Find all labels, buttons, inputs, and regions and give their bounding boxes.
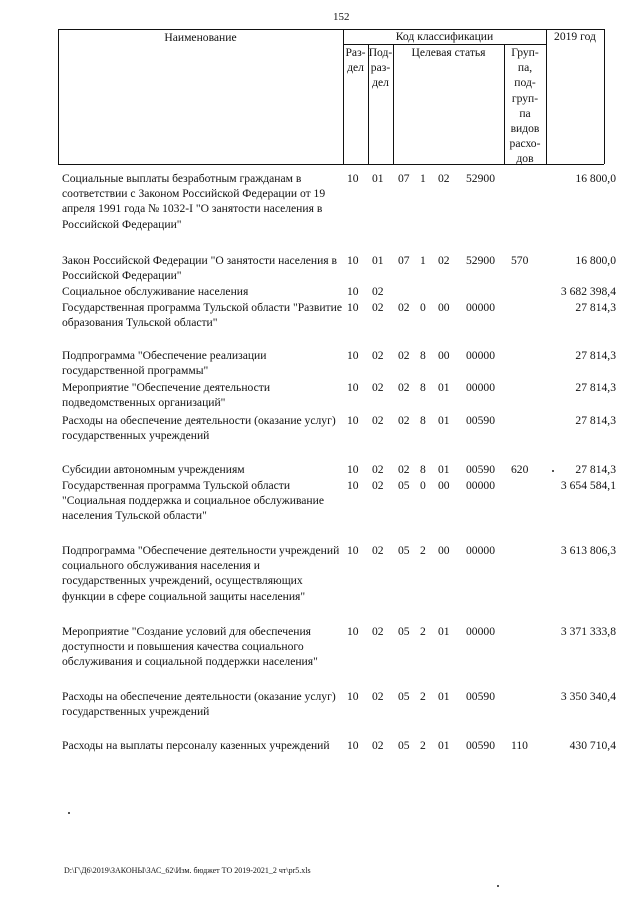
row-target-3: 01 [438, 381, 450, 394]
row-razdel: 10 [347, 479, 359, 492]
row-name: Подпрограмма "Обеспечение деятельности учреждений социального обслуживания населения и государственных учреждений, осуществляющих функции в сфере социальной защиты населения" [62, 544, 340, 603]
row-razdel: 10 [347, 172, 359, 185]
scan-speck [552, 470, 554, 472]
page-number: 152 [333, 11, 350, 23]
header-code: Код классификации [395, 30, 494, 43]
row-amount: 27 814,3 [575, 301, 616, 314]
row-group: 620 [511, 463, 529, 476]
row-razdel: 10 [347, 625, 359, 638]
row-target-2: 8 [420, 349, 426, 362]
row-target-3: 01 [438, 414, 450, 427]
row-amount: 430 710,4 [569, 739, 616, 752]
row-target-4: 00590 [466, 463, 495, 476]
row-target-4: 52900 [466, 172, 495, 185]
row-target-3: 02 [438, 172, 450, 185]
row-target-1: 07 [398, 254, 410, 267]
row-name: Подпрограмма "Обеспечение реализации государственной программы" [62, 349, 267, 378]
row-name: Расходы на обеспечение деятельности (оказание услуг) государственных учреждений [62, 414, 336, 443]
row-name: Субсидии автономным учреждениям [62, 463, 245, 476]
header-target: Целевая статья [411, 46, 486, 59]
row-name: Государственная программа Тульской области "Социальная поддержка и социальное обслуживание населения Тульской области" [62, 479, 324, 523]
row-razdel: 10 [347, 690, 359, 703]
row-target-4: 00000 [466, 349, 495, 362]
row-target-1: 05 [398, 739, 410, 752]
row-amount: 16 800,0 [575, 172, 616, 185]
row-target-3: 02 [438, 254, 450, 267]
row-name: Расходы на обеспечение деятельности (оказание услуг) государственных учреждений [62, 690, 336, 719]
row-name: Социальное обслуживание населения [62, 285, 249, 298]
row-razdel: 10 [347, 349, 359, 362]
row-podrazdel: 02 [372, 285, 384, 298]
row-target-2: 0 [420, 479, 426, 492]
row-target-3: 00 [438, 544, 450, 557]
row-target-4: 00590 [466, 414, 495, 427]
row-amount: 27 814,3 [575, 349, 616, 362]
row-podrazdel: 02 [372, 544, 384, 557]
row-target-3: 01 [438, 625, 450, 638]
row-target-3: 01 [438, 463, 450, 476]
row-target-2: 8 [420, 381, 426, 394]
row-target-4: 00000 [466, 625, 495, 638]
row-target-1: 02 [398, 414, 410, 427]
row-target-1: 02 [398, 349, 410, 362]
row-amount: 3 682 398,4 [560, 285, 616, 298]
row-target-2: 8 [420, 463, 426, 476]
row-podrazdel: 01 [372, 254, 384, 267]
row-podrazdel: 02 [372, 301, 384, 314]
row-podrazdel: 02 [372, 690, 384, 703]
row-razdel: 10 [347, 301, 359, 314]
row-podrazdel: 02 [372, 381, 384, 394]
row-target-3: 01 [438, 739, 450, 752]
row-name: Расходы на выплаты персоналу казенных учреждений [62, 739, 330, 752]
row-target-3: 01 [438, 690, 450, 703]
row-podrazdel: 01 [372, 172, 384, 185]
row-target-3: 00 [438, 301, 450, 314]
row-target-2: 8 [420, 414, 426, 427]
row-podrazdel: 02 [372, 739, 384, 752]
row-target-2: 2 [420, 739, 426, 752]
row-target-4: 00000 [466, 544, 495, 557]
row-group: 570 [511, 254, 529, 267]
footer-file-path: D:\Г\Д6\2019\ЗАКОНЫ\ЗАС_62\Изм. бюджет ТО 2019-2021_2 чт\pr5.xls [64, 866, 311, 875]
row-target-2: 2 [420, 690, 426, 703]
row-amount: 3 613 806,3 [560, 544, 616, 557]
row-target-1: 05 [398, 544, 410, 557]
row-amount: 3 654 584,1 [560, 479, 616, 492]
row-amount: 3 371 333,8 [560, 625, 616, 638]
row-podrazdel: 02 [372, 349, 384, 362]
row-name: Мероприятие "Обеспечение деятельности подведомственных организаций" [62, 381, 271, 410]
row-razdel: 10 [347, 254, 359, 267]
row-name: Социальные выплаты безработным гражданам в соответствии с Законом Российской Федерации от 19 апреля 1991 года № 1032-I "О занятости населения в Российской Федерации" [62, 172, 326, 231]
row-target-1: 05 [398, 690, 410, 703]
row-razdel: 10 [347, 414, 359, 427]
row-amount: 27 814,3 [575, 414, 616, 427]
header-group: Груп- па, под- груп- па видов расхо- дов [509, 46, 541, 166]
row-razdel: 10 [347, 544, 359, 557]
row-podrazdel: 02 [372, 414, 384, 427]
row-target-3: 00 [438, 349, 450, 362]
row-amount: 3 350 340,4 [560, 690, 616, 703]
row-target-4: 52900 [466, 254, 495, 267]
row-razdel: 10 [347, 285, 359, 298]
row-target-4: 00000 [466, 479, 495, 492]
row-target-2: 1 [420, 172, 426, 185]
row-target-4: 00000 [466, 301, 495, 314]
row-name: Мероприятие "Создание условий для обеспечения доступности и повышения качества социального обслуживания и социальной поддержки населения" [62, 625, 318, 669]
row-name: Государственная программа Тульской области "Развитие образования Тульской области" [62, 301, 342, 330]
row-amount: 16 800,0 [575, 254, 616, 267]
row-target-2: 2 [420, 625, 426, 638]
header-razdel: Раз- дел [345, 46, 366, 75]
row-amount: 27 814,3 [575, 381, 616, 394]
row-podrazdel: 02 [372, 479, 384, 492]
row-amount: 27 814,3 [575, 463, 616, 476]
row-target-4: 00590 [466, 690, 495, 703]
row-razdel: 10 [347, 739, 359, 752]
scan-speck [497, 885, 499, 887]
row-target-2: 1 [420, 254, 426, 267]
row-razdel: 10 [347, 381, 359, 394]
row-target-2: 2 [420, 544, 426, 557]
header-name: Наименование [164, 31, 237, 44]
row-target-1: 05 [398, 625, 410, 638]
row-target-1: 05 [398, 479, 410, 492]
row-target-4: 00590 [466, 739, 495, 752]
row-target-1: 02 [398, 463, 410, 476]
row-target-1: 07 [398, 172, 410, 185]
row-target-4: 00000 [466, 381, 495, 394]
row-podrazdel: 02 [372, 463, 384, 476]
header-year: 2019 год [554, 30, 596, 43]
row-target-3: 00 [438, 479, 450, 492]
row-podrazdel: 02 [372, 625, 384, 638]
row-group: 110 [511, 739, 528, 752]
header-podrazdel: Под- раз- дел [368, 46, 393, 90]
row-name: Закон Российской Федерации "О занятости населения в Российской Федерации" [62, 254, 337, 283]
scan-speck [68, 812, 70, 814]
row-target-1: 02 [398, 381, 410, 394]
row-target-2: 0 [420, 301, 426, 314]
row-target-1: 02 [398, 301, 410, 314]
row-razdel: 10 [347, 463, 359, 476]
